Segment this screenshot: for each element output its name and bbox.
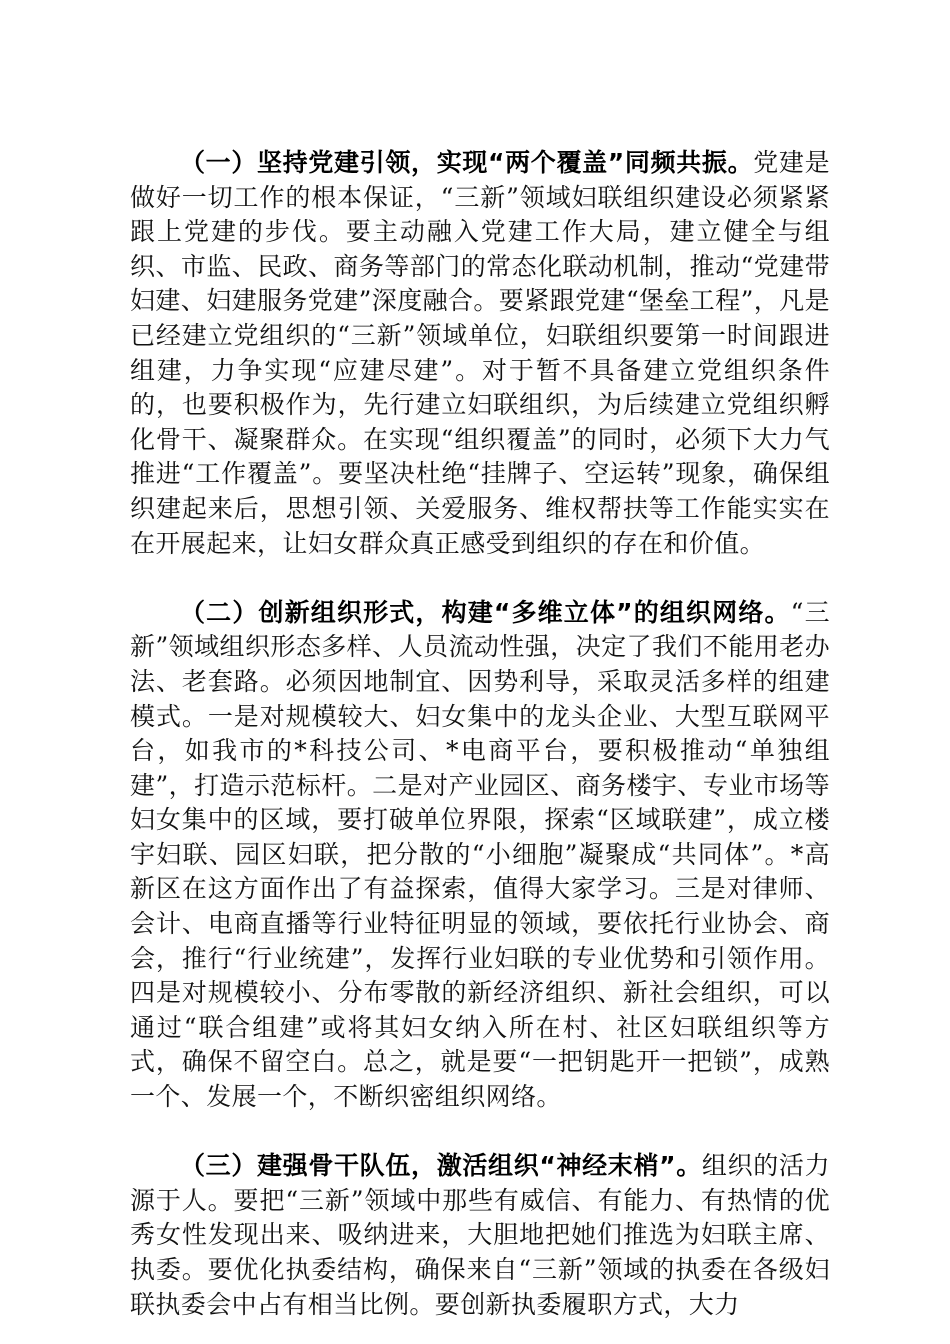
section-heading-2: （二）创新组织形式，构建“多维立体”的组织网络。 <box>180 597 791 627</box>
paragraph-body-1: 党建是做好一切工作的根本保证，“三新”领域妇联组织建设必须紧紧跟上党建的步伐。要主动融入党建工作大局，建立健全与组织、市监、民政、商务等部门的常态化联动机制，推动“党建带妇建、妇建服务党建”深度融合。要紧跟党建“堡垒工程”，凡是已经建立党组织的“三新”领域单位，妇联组织要第一时间跟进组建，力争实现“应建尽建”。对于暂不具备建立党组织条件的，也要积极作为，先行建立妇联组织，为后续建立党组织孵化骨干、凝聚群众。在实现“组织覆盖”的同时，必须下大力气推进“工作覆盖”。要坚决杜绝“挂牌子、空运转”现象，确保组织建起来后，思想引领、关爱服务、维权帮扶等工作能实实在在开展起来，让妇女群众真正感受到组织的存在和价值。 <box>130 148 830 558</box>
section-heading-1: （一）坚持党建引领，实现“两个覆盖”同频共振。 <box>180 148 754 177</box>
section-heading-3: （三）建强骨干队伍，激活组织“神经末梢”。 <box>180 1151 702 1181</box>
paragraph-body-3: 组织的活力源于人。要把“三新”领域中那些有威信、有能力、有热情的优秀女性发现出来、吸纳进来，大胆地把她们推选为妇联主席、执委。要优化执委结构，确保来自“三新”领域的执委在各级妇联执委会中占有相当比例。要创新执委履职方式，大力 <box>130 1151 830 1319</box>
paragraph-body-2: “三新”领域组织形态多样、人员流动性强，决定了我们不能用老办法、老套路。必须因地制宜、因势利导，采取灵活多样的组建模式。一是对规模较大、妇女集中的龙头企业、大型互联网平台，如我市的*科技公司、*电商平台，要积极推动“单独组建”，打造示范标杆。二是对产业园区、商务楼宇、专业市场等妇女集中的区域，要打破单位界限，探索“区域联建”，成立楼宇妇联、园区妇联，把分散的“小细胞”凝聚成“共同体”。*高新区在这方面作出了有益探索，值得大家学习。三是对律师、会计、电商直播等行业特征明显的领域，要依托行业协会、商会，推行“行业统建”，发挥行业妇联的专业优势和引领作用。四是对规模较小、分布零散的新经济组织、新社会组织，可以通过“联合组建”或将其妇女纳入所在村、社区妇联组织等方式，确保不留空白。总之，就是要“一把钥匙开一把锁”，成熟一个、发展一个，不断织密组织网络。 <box>130 597 830 1112</box>
document-body <box>130 146 830 1322</box>
paragraph-1 <box>130 146 830 561</box>
paragraph-3 <box>130 1149 830 1322</box>
paragraph-2 <box>130 596 830 1115</box>
